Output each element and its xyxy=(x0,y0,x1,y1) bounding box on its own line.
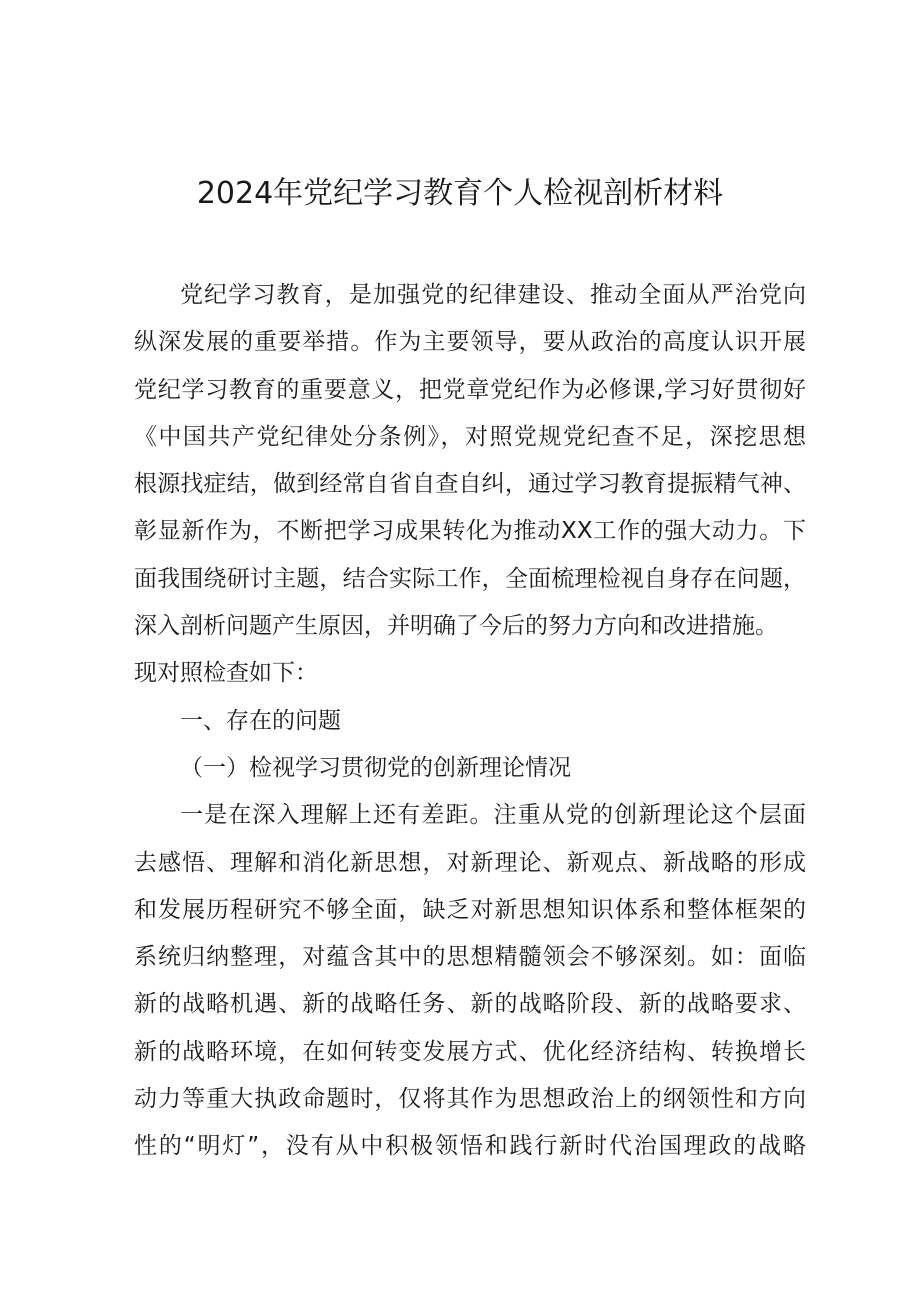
paragraph-line: 新的战略环境，在如何转变发展方式、优化经济结构、转换增长 xyxy=(134,1038,806,1065)
section-heading: 一、存在的问题 xyxy=(180,707,341,734)
paragraph-line: 动力等重大执政命题时，仅将其作为思想政治上的纲领性和方向 xyxy=(134,1086,806,1113)
paragraph-line: 性的“明灯”，没有从中积极领悟和践行新时代治国理政的战略 xyxy=(134,1133,806,1160)
paragraph-line: 深入剖析问题产生原因，并明确了今后的努力方向和改进措施。 xyxy=(134,613,778,640)
paragraph-line: 现对照检查如下： xyxy=(134,660,318,687)
paragraph-line: 党纪学习教育的重要意义，把党章党纪作为必修课,学习好贯彻好 xyxy=(134,376,806,403)
document-body xyxy=(134,272,806,1171)
paragraph-line: 去感悟、理解和消化新思想，对新理论、新观点、新战略的形成 xyxy=(134,849,806,876)
paragraph-line: 新的战略机遇、新的战略任务、新的战略阶段、新的战略要求、 xyxy=(134,991,806,1018)
paragraph-line: 和发展历程研究不够全面，缺乏对新思想知识体系和整体框架的 xyxy=(134,896,806,923)
paragraph-line: 纵深发展的重要举措。作为主要领导，要从政治的高度认识开展 xyxy=(134,329,806,356)
paragraph-line: 一是在深入理解上还有差距。注重从党的创新理论这个层面 xyxy=(180,802,806,829)
paragraph-line: 彰显新作为，不断把学习成果转化为推动XX工作的强大动力。下 xyxy=(134,518,806,545)
paragraph-line: 系统归纳整理，对蕴含其中的思想精髓领会不够深刻。如：面临 xyxy=(134,944,806,971)
paragraph-line: 根源找症结，做到经常自省自查自纠，通过学习教育提振精气神、 xyxy=(134,471,806,498)
document-title: 2024年党纪学习教育个人检视剖析材料 xyxy=(196,176,724,211)
paragraph-line: 面我围绕研讨主题，结合实际工作，全面梳理检视自身存在问题， xyxy=(134,565,806,592)
subsection-heading: （一）检视学习贯彻党的创新理论情况 xyxy=(180,754,571,781)
paragraph-line: 党纪学习教育，是加强党的纪律建设、推动全面从严治党向 xyxy=(180,282,806,308)
paragraph-line: 《中国共产党纪律处分条例》，对照党规党纪查不足，深挖思想 xyxy=(134,423,806,450)
